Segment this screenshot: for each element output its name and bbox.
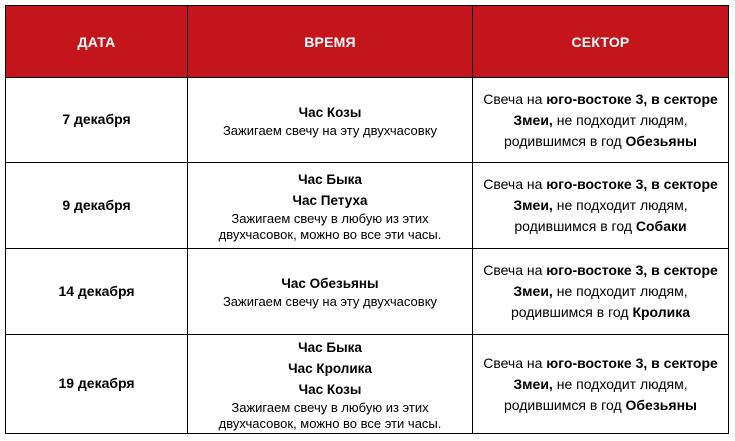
sector-text-1: Свеча на [483, 262, 547, 278]
hour-label: Час Кролика [288, 360, 372, 376]
sector-text-2: не подходит людям, [552, 283, 688, 299]
hour-label: Час Козы [298, 104, 362, 120]
date-cell [6, 335, 188, 434]
sector-bold-location: юго-востоке 3, в секторе [546, 176, 718, 192]
sector-cell [473, 335, 729, 434]
table-row [6, 78, 729, 163]
table-row [6, 249, 729, 335]
time-cell [188, 78, 473, 163]
hour-label: Час Обезьяны [281, 276, 379, 291]
time-cell [188, 163, 473, 249]
time-note: Зажигаем свечу на эту двухчасовку [222, 122, 438, 138]
sector-text-1: Свеча на [483, 354, 547, 371]
schedule-table [5, 5, 729, 434]
sector-text-3: родившимся в год [504, 132, 626, 149]
date-text: 7 декабря [62, 111, 131, 127]
header-row [6, 6, 729, 78]
sector-text-3: родившимся в год [514, 218, 636, 234]
hour-label: Час Петуха [292, 192, 368, 208]
date-text: 9 декабря [62, 196, 131, 213]
sector-text-1: Свеча на [483, 90, 547, 107]
hour-label: Час Козы [298, 381, 362, 397]
header-sector: СЕКТОР [473, 6, 729, 78]
table-row [6, 163, 729, 249]
time-cell [188, 249, 473, 335]
sector-text-3: родившимся в год [510, 304, 633, 320]
sector-bold-sign: Змеи, [513, 375, 553, 392]
hour-label: Час Быка [298, 339, 362, 355]
date-cell [6, 163, 188, 249]
sector-text-2: не подходит людям, [552, 197, 688, 213]
table-body [6, 78, 729, 434]
time-note: Зажигаем свечу в любую из этих двухчасовок, можно во все эти часы. [218, 399, 442, 431]
table-header [6, 6, 729, 78]
sector-bold-sign: Змеи, [513, 111, 553, 128]
sector-cell [473, 249, 729, 335]
sector-cell [473, 163, 729, 249]
sector-bold-year: Обезьяны [625, 396, 697, 413]
date-cell [6, 249, 188, 335]
sector-text-2: не подходит людям, [552, 111, 688, 128]
sector-bold-sign: Змеи, [513, 197, 553, 213]
time-note: Зажигаем свечу на эту двухчасовку [222, 294, 438, 309]
header-date: ДАТА [6, 6, 188, 78]
sector-text-1: Свеча на [483, 176, 547, 192]
time-note: Зажигаем свечу в любую из этих двухчасовок, можно во все эти часы. [218, 210, 442, 242]
header-time: ВРЕМЯ [188, 6, 473, 78]
sector-text-2: не подходит людям, [552, 375, 688, 392]
sector-bold-sign: Змеи, [513, 283, 553, 299]
sector-cell [473, 78, 729, 163]
hour-label: Час Быка [298, 171, 362, 187]
sector-text-3: родившимся в год [504, 396, 626, 413]
sector-bold-location: юго-востоке 3, в секторе [546, 90, 718, 107]
date-text: 14 декабря [58, 282, 135, 299]
date-text: 19 декабря [58, 375, 135, 391]
sector-bold-year: Обезьяны [625, 132, 697, 149]
date-cell [6, 78, 188, 163]
sector-bold-location: юго-востоке 3, в секторе [546, 262, 718, 278]
table-row [6, 335, 729, 434]
sector-bold-location: юго-востоке 3, в секторе [546, 354, 718, 371]
sector-bold-year: Собаки [635, 218, 687, 234]
sector-bold-year: Кролика [632, 304, 691, 320]
time-cell [188, 335, 473, 434]
